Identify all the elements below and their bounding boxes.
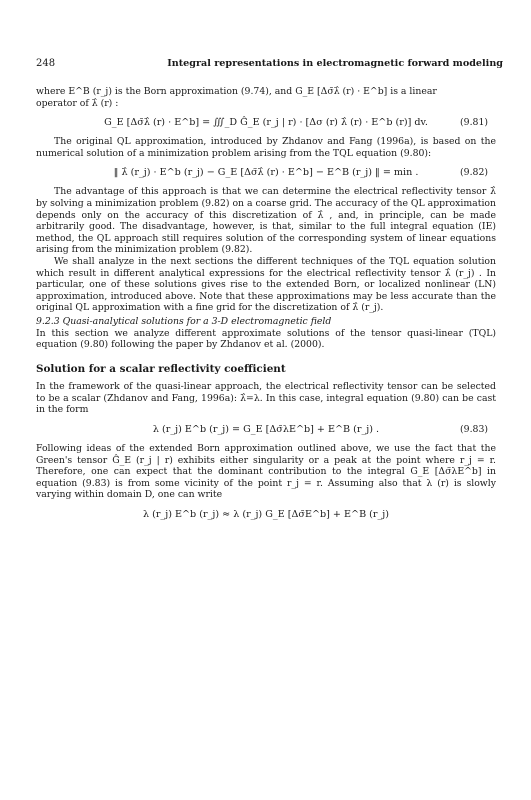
section-heading: Solution for a scalar reflectivity coefficient [36, 362, 286, 375]
paragraph-6: In the framework of the quasi-linear approach, the electrical reflectivity tensor can be selected to be a scalar (Zhdanov and Fang, 1996a): λ̂=λ. In this case, integral equation (9.80) can be cast in the form [36, 381, 496, 416]
page-number: 248 [36, 58, 56, 69]
paragraph-3: The advantage of this approach is that we can determine the electrical reflectivity tensor λ̂ by solving a minimization problem (9.82) on a coarse grid. The accuracy of the QL approximation depends only on the accuracy of this discretization of λ̂ , and, in principle, can be made arbitrarily good. The disadvantage, however, is that, similar to the full integral equation (IE) method, the QL approach still requires solution of the corresponding system of linear equations arising from the minimization problem (9.82). [36, 186, 497, 256]
paragraph-2: The original QL approximation, introduced by Zhdanov and Fang (1996a), is based on the numerical solution of a minimization problem arising from the TQL equation (9.80): [36, 136, 496, 159]
paragraph-4: We shall analyze in the next sections the different techniques of the TQL equation solution which result in different analytical expressions for the electrical reflectivity tensor λ̂ (r_j) . In particular, one of these solutions gives rise to the extended Born, or localized nonlinear (LN) approximation, introduced above. Note that these approximations may be less accurate than the original QL approximation with a fine grid for the discretization of λ̂ (r_j). [36, 255, 496, 314]
equation-9-83 [36, 416, 496, 443]
equation-9-83-body: λ (r_j) E^b (r_j) = G_E [Δσ̃λE^b] + E^B (r_j) . [152, 424, 380, 436]
running-title: Integral representations in electromagnetic forward modeling [167, 58, 503, 69]
paragraph-7: Following ideas of the extended Born approximation outlined above, we use the fact that the Green's tensor Ĝ_E (r_j | r) exhibits either singularity or a peak at the point where r_j = r. Therefore, one can expect that the dominant contribution to the integral G_E [Δσ̃λE^b] in equation (9.83) is from some vicinity of the point r_j = r. Assuming also that λ (r) is slowly varying within domain D, one can write [36, 443, 496, 501]
equation-9-82-number: (9.82) [460, 167, 488, 179]
subsection-heading: 9.2.3 Quasi-analytical solutions for a 3-D electromagnetic field [36, 315, 332, 327]
equation-9-82 [36, 159, 496, 186]
equation-9-83-number: (9.83) [460, 424, 488, 436]
paragraph-5: In this section we analyze different approximate solutions of the tensor quasi-linear (TQL) equation (9.80) following the paper by Zhdanov et al. (2000). [36, 327, 496, 351]
paragraph-1-line-2: operator of λ̂ (r) : [36, 97, 119, 109]
equation-9-81 [36, 109, 496, 136]
paragraph-1-line-1: where E^B (r_j) is the Born approximation (9.74), and G_E [Δσ̃λ̂ (r) · E^b] is a linear [36, 86, 437, 97]
equation-9-84 [36, 501, 496, 528]
equation-9-81-number: (9.81) [460, 117, 488, 129]
equation-9-82-body: ‖ λ̂ (r_j) · E^b (r_j) − G_E [Δσ̃λ̂ (r) · E^b] − E^B (r_j) ‖ = min . [113, 167, 419, 179]
equation-9-81-body: G_E [Δσ̃λ̂ (r) · E^b] = ∭_D Ĝ_E (r_j | r) · [Δσ (r) λ̂ (r) · E^b (r)] dv. [104, 117, 428, 129]
equation-9-84-body: λ (r_j) E^b (r_j) ≈ λ (r_j) G_E [Δσ̃E^b] + E^B (r_j) [142, 509, 390, 521]
page-body [36, 86, 496, 528]
